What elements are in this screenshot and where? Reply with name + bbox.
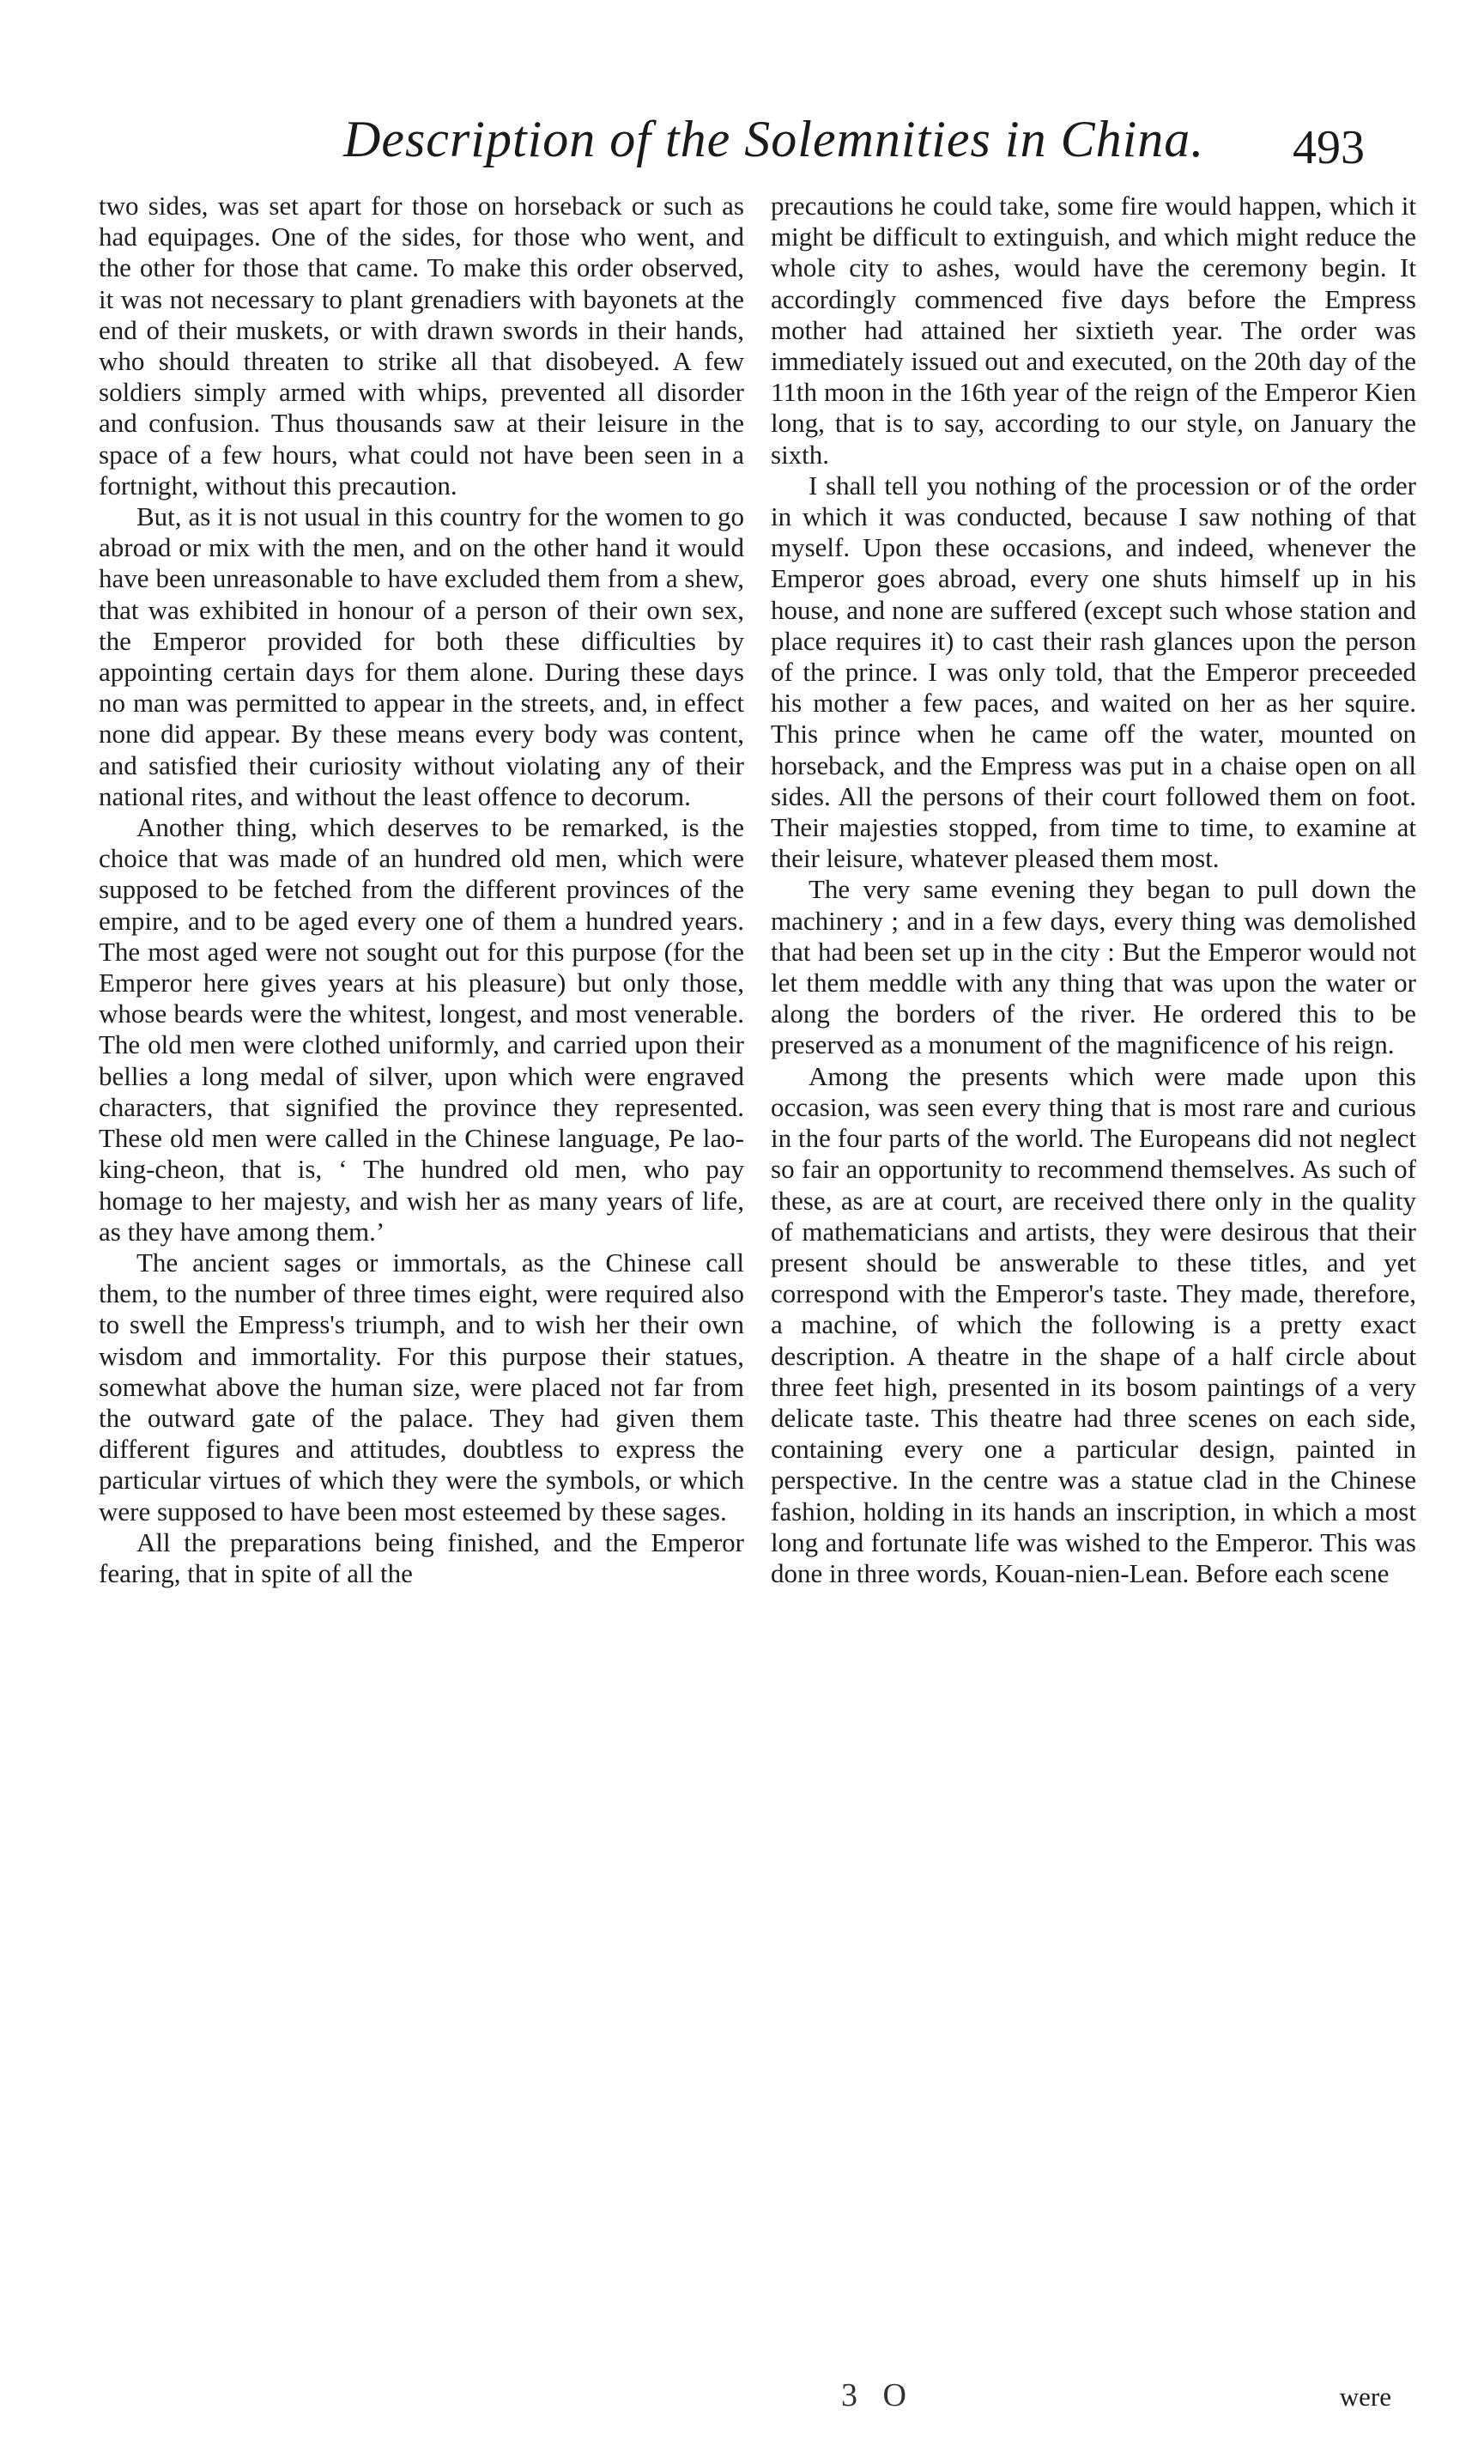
left-column [99,191,744,1589]
paragraph: two sides, was set apart for those on horseback or such as had equipages. One of the sides, for those who went, and the other for those that came. To make this order observed, it was not necessary to plant grenadiers with bayonets at the end of their muskets, or with drawn swords in their hands, who should threaten to strike all that disobeyed. A few soldiers simply armed with whips, prevented all disorder and confusion. Thus thousands saw at their leisure in the space of a few hours, what could not have been seen in a fortnight, without this precaution. [99,191,744,501]
paragraph: All the preparations being finished, and the Emperor fearing, that in spite of all the [99,1526,744,1588]
running-head [257,101,1399,179]
right-column [771,191,1416,1589]
paragraph: But, as it is not usual in this country for the women to go abroad or mix with the men, and on the other hand it would have been unreasonable to have excluded them from a shew, that was exhibited in honour of a person of their own sex, the Emperor provided for both these difficulties by appointing certain days for them alone. During these days no man was permitted to appear in the streets, and, in effect none did appear. By these means every body was content, and satisfied their curiosity without violating any of their national rites, and without the least offence to decorum. [99,501,744,811]
signature-mark: 3 O [841,2377,915,2413]
paragraph: I shall tell you nothing of the procession or of the order in which it was conducted, because I saw nothing of that myself. Upon these occasions, and indeed, whenever the Emperor goes abroad, every one shuts himself up in his house, and none are suffered (except such whose station and place requires it) to cast their rash glances upon the person of the prince. I was only told, that the Emperor preceeded his mother a few paces, and waited on her as her squire. This prince when he came off the water, mounted on horseback, and the Empress was put in a chaise open on all sides. All the persons of their court followed them on foot. Their majesties stopped, from time to time, to examine at their leisure, whatever pleased them most. [771,470,1416,874]
page-number: 493 [1293,121,1365,174]
running-title: Description of the Solemnities in China. [343,111,1205,167]
paragraph: The ancient sages or immortals, as the Chinese call them, to the number of three times eight, were required also to swell the Empress's triumph, and to wish her their own wisdom and immortality. For this purpose their statues, somewhat above the human size, were placed not far from the outward gate of the palace. They had given them different figures and attitudes, doubtless to express the particular virtues of which they were the symbols, or which were supposed to have been most esteemed by these sages. [99,1247,744,1526]
paragraph: Another thing, which deserves to be remarked, is the choice that was made of an hundred old men, which were supposed to be fetched from the different provinces of the empire, and to be aged every one of them a hundred years. The most aged were not sought out for this purpose (for the Emperor here gives years at his pleasure) but only those, whose beards were the whitest, longest, and most venerable. The old men were clothed uniformly, and carried upon their bellies a long medal of silver, upon which were engraved characters, that signified the province they represented. These old men were called in the Chinese language, Pe lao-king-cheon, that is, ‘ The hundred old men, who pay homage to her majesty, and wish her as many years of life, as they have among them.’ [99,812,744,1247]
paragraph: Among the presents which were made upon this occasion, was seen every thing that is most rare and curious in the four parts of the world. The Europeans did not neglect so fair an opportunity to recommend themselves. As such of these, as are at court, are received there only in the quality of mathematicians and artists, they were desirous that their present should be answerable to these titles, and yet correspond with the Emperor's taste. They made, therefore, a machine, of which the following is a pretty exact description. A theatre in the shape of a half circle about three feet high, presented in its bosom paintings of a very delicate taste. This theatre had three scenes on each side, containing every one a particular design, painted in perspective. In the centre was a statue clad in the Chinese fashion, holding in its hands an inscription, in which a most long and fortunate life was wished to the Emperor. This was done in three words, Kouan-nien-Lean. Before each scene [771,1060,1416,1588]
paragraph: The very same evening they began to pull down the machinery ; and in a few days, every thing was demolished that had been set up in the city : But the Emperor would not let them meddle with any thing that was upon the water or along the borders of the river. He ordered this to be preserved as a monument of the magnificence of his reign. [771,874,1416,1060]
catchword: were [1339,2382,1391,2412]
paragraph: precautions he could take, some fire would happen, which it might be difficult to extinguish, and which might reduce the whole city to ashes, would have the ceremony begin. It accordingly commenced five days before the Empress mother had attained her sixtieth year. The order was immediately issued out and executed, on the 20th day of the 11th moon in the 16th year of the reign of the Emperor Kien long, that is to say, according to our style, on January the sixth. [771,191,1416,470]
